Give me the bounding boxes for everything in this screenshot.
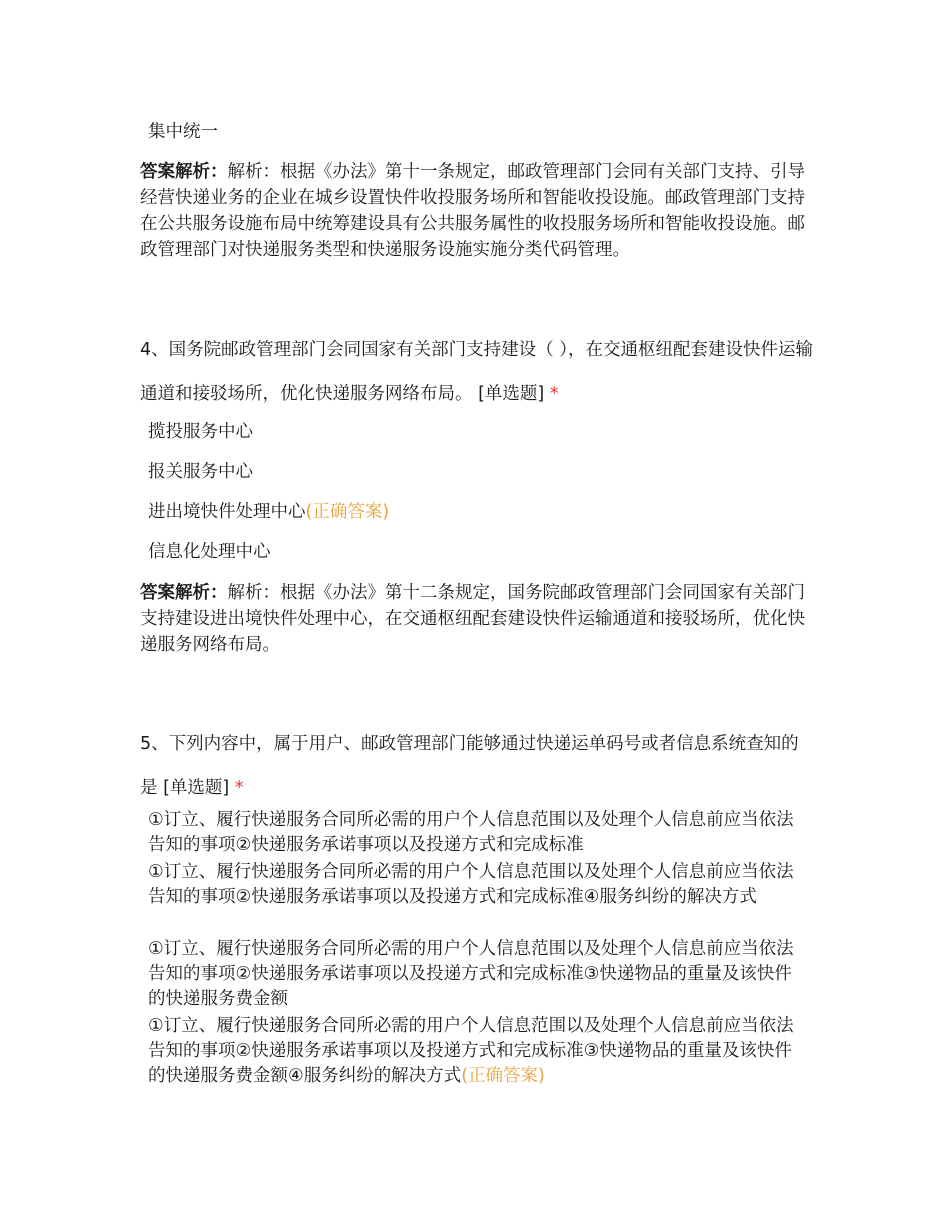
- question-type: [单选题]: [163, 778, 230, 798]
- option-text: ①订立、履行快递服务合同所必需的用户个人信息范围以及处理个人信息前应当依法告知的事项②快递服务承诺事项以及投递方式和完成标准③快递物品的重量及该快件的快递服务费金额: [148, 939, 794, 1009]
- question-text: 4、国务院邮政管理部门会同国家有关部门支持建设（ ），在交通枢纽配套建设快件运输通道和接驳场所，优化快递服务网络布局。: [140, 340, 813, 404]
- analysis-text: 解析：根据《办法》第十一条规定，邮政管理部门会同有关部门支持、引导经营快递业务的企业在城乡设置快件收投服务场所和智能收投设施。邮政管理部门支持在公共服务设施布局中统筹建设具有公共服务属性的收投服务场所和智能收投设施。邮政管理部门对快递服务类型和快递服务设施实施分类代码管理。: [140, 162, 805, 260]
- option-text: ①订立、履行快递服务合同所必需的用户个人信息范围以及处理个人信息前应当依法告知的事项②快递服务承诺事项以及投递方式和完成标准④服务纠纷的解决方式: [148, 862, 794, 907]
- question-5: [140, 722, 815, 810]
- option-text: 进出境快件处理中心: [148, 502, 306, 522]
- question-4: [140, 328, 815, 416]
- correct-answer-tag: (正确答案): [305, 502, 390, 522]
- q5-option-1[interactable]: [148, 808, 808, 858]
- option-text: 信息化处理中心: [148, 542, 271, 562]
- q5-option-2[interactable]: [148, 860, 808, 910]
- required-marker: *: [234, 778, 244, 798]
- q4-option-1[interactable]: [148, 420, 808, 445]
- q5-option-3[interactable]: [148, 937, 808, 1012]
- q4-option-3[interactable]: [148, 500, 808, 525]
- answer-analysis-q4: [140, 580, 815, 658]
- correct-answer-tag: (正确答案): [461, 1066, 545, 1086]
- q5-option-4[interactable]: [148, 1014, 808, 1089]
- question-text: 5、下列内容中，属于用户、邮政管理部门能够通过快递运单码号或者信息系统查知的是: [140, 734, 799, 798]
- option-text: 集中统一: [148, 122, 218, 142]
- analysis-label: 答案解析：: [140, 162, 228, 182]
- required-marker: *: [549, 384, 559, 404]
- q4-option-2[interactable]: [148, 460, 808, 485]
- option-text: 揽投服务中心: [148, 422, 253, 442]
- option-text: ①订立、履行快递服务合同所必需的用户个人信息范围以及处理个人信息前应当依法告知的事项②快递服务承诺事项以及投递方式和完成标准③快递物品的重量及该快件的快递服务费金额④服务纠纷的解决方式: [148, 1016, 794, 1086]
- option-prev-tail: [148, 120, 808, 145]
- option-text: 报关服务中心: [148, 462, 253, 482]
- q4-option-4[interactable]: [148, 540, 808, 565]
- question-type: [单选题]: [478, 384, 545, 404]
- analysis-text: 解析：根据《办法》第十二条规定，国务院邮政管理部门会同国家有关部门支持建设进出境快件处理中心，在交通枢纽配套建设快件运输通道和接驳场所，优化快递服务网络布局。: [140, 583, 805, 655]
- analysis-label: 答案解析：: [140, 583, 228, 603]
- answer-analysis-prev: [140, 159, 815, 263]
- option-text: ①订立、履行快递服务合同所必需的用户个人信息范围以及处理个人信息前应当依法告知的事项②快递服务承诺事项以及投递方式和完成标准: [148, 810, 794, 855]
